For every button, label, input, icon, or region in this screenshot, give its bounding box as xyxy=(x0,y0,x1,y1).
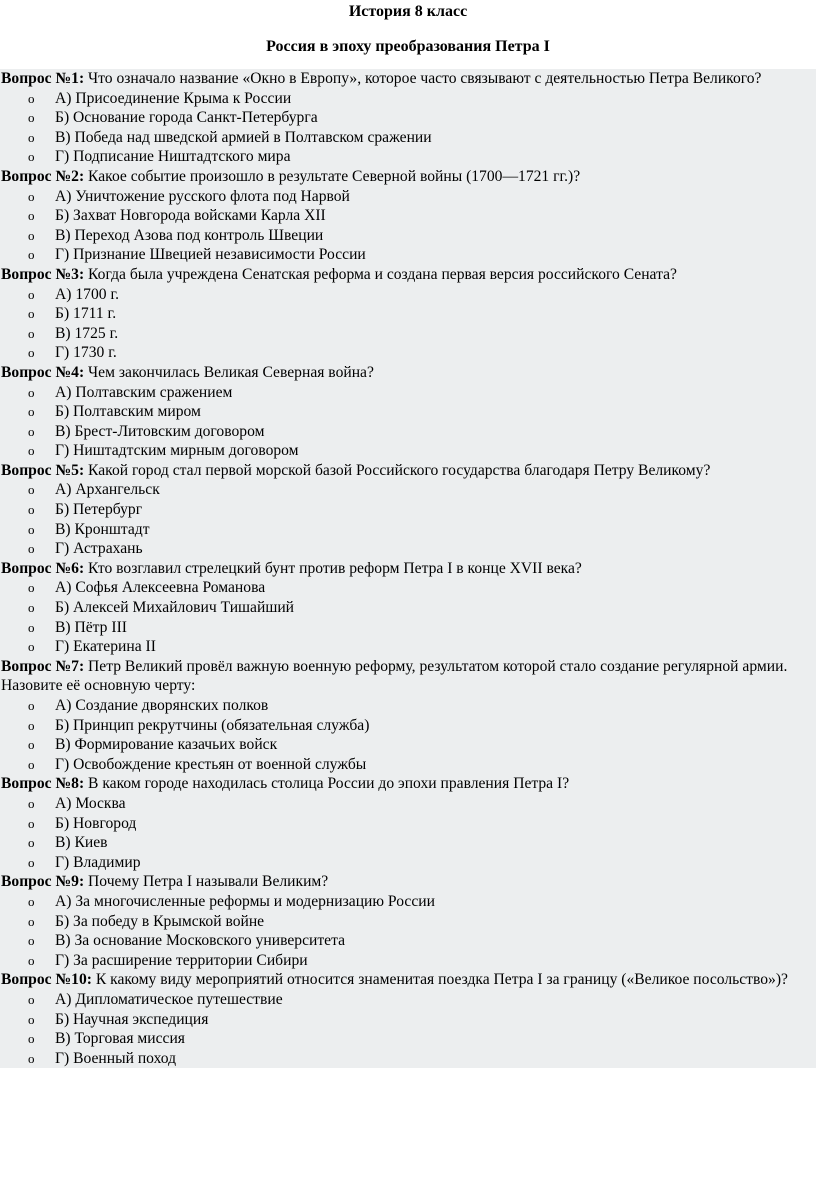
question-text xyxy=(0,872,816,892)
answer-option xyxy=(0,383,816,403)
answer-label: В) Брест-Литовским договором xyxy=(55,422,265,440)
answer-option xyxy=(0,422,816,442)
answer-option xyxy=(0,755,816,775)
quiz-body xyxy=(0,69,816,1068)
bullet-icon: o xyxy=(28,247,35,263)
answer-option xyxy=(0,187,816,207)
bullet-icon: o xyxy=(28,815,35,831)
answer-option xyxy=(0,578,816,598)
answer-label: Г) 1730 г. xyxy=(55,344,117,362)
bullet-icon: o xyxy=(28,384,35,400)
answer-label: В) Формирование казачьих войск xyxy=(55,736,278,754)
bullet-icon: o xyxy=(28,345,35,361)
bullet-icon: o xyxy=(28,600,35,616)
answer-label: В) Пётр III xyxy=(55,618,127,636)
answer-option xyxy=(0,89,816,109)
question-body: Почему Петра I называли Великим? xyxy=(84,873,329,891)
answer-option xyxy=(0,833,816,853)
answer-label: А) Дипломатическое путешествие xyxy=(55,990,283,1008)
answer-option xyxy=(0,285,816,305)
bullet-icon: o xyxy=(28,933,35,949)
answer-option xyxy=(0,696,816,716)
bullet-icon: o xyxy=(28,756,35,772)
answer-label: Г) Екатерина II xyxy=(55,638,156,656)
bullet-icon: o xyxy=(28,521,35,537)
question-block xyxy=(0,363,816,461)
question-body: Что означало название «Окно в Европу», которое часто связывают с деятельностью Петра Великого? xyxy=(84,70,762,87)
answer-label: Г) Владимир xyxy=(55,853,141,871)
bullet-icon: o xyxy=(28,129,35,145)
question-text xyxy=(0,559,816,579)
answer-label: В) Торговая миссия xyxy=(55,1030,185,1048)
answer-label: В) Киев xyxy=(55,834,108,852)
answer-label: Г) Астрахань xyxy=(55,540,143,558)
answer-option xyxy=(0,951,816,971)
question-text xyxy=(0,363,816,383)
document-title: История 8 класс xyxy=(348,3,468,20)
answer-label: Г) Подписание Ништадтского мира xyxy=(55,148,291,166)
bullet-icon: o xyxy=(28,188,35,204)
bullet-icon: o xyxy=(28,1011,35,1027)
answer-label: А) Архангельск xyxy=(55,481,160,499)
answer-label: Г) Признание Швецией независимости России xyxy=(55,246,366,264)
answer-label: Б) Полтавским миром xyxy=(55,403,201,421)
answer-label: Б) Захват Новгорода войсками Карла XII xyxy=(55,207,326,225)
answer-label: В) Кронштадт xyxy=(55,520,150,538)
question-body: Кто возглавил стрелецкий бунт против реформ Петра I в конце XVII века? xyxy=(84,559,582,577)
question-number: Вопрос №6: xyxy=(1,559,85,577)
bullet-icon: o xyxy=(28,854,35,870)
question-block xyxy=(0,69,816,167)
bullet-icon: o xyxy=(28,991,35,1007)
question-block xyxy=(0,559,816,657)
answer-option xyxy=(0,892,816,912)
question-number: Вопрос №9: xyxy=(1,873,85,891)
answer-option xyxy=(0,794,816,814)
bullet-icon: o xyxy=(28,639,35,655)
answer-option xyxy=(0,735,816,755)
answer-label: Б) Петербург xyxy=(55,501,143,519)
answer-option xyxy=(0,226,816,246)
bullet-icon: o xyxy=(28,1050,35,1066)
answer-label: А) Москва xyxy=(55,794,126,812)
bullet-icon: o xyxy=(28,541,35,557)
answer-option xyxy=(0,814,816,834)
bullet-icon: o xyxy=(28,795,35,811)
answer-label: Б) Научная экспедиция xyxy=(55,1010,209,1028)
answer-label: В) Победа над шведской армией в Полтавском сражении xyxy=(55,128,432,146)
answer-option xyxy=(0,343,816,363)
question-text xyxy=(0,657,816,696)
bullet-icon: o xyxy=(28,443,35,459)
question-block xyxy=(0,872,816,970)
answer-label: А) За многочисленные реформы и модернизацию России xyxy=(55,892,435,910)
answer-label: Б) 1711 г. xyxy=(55,305,117,323)
answer-label: Г) Военный поход xyxy=(55,1049,177,1067)
bullet-icon: o xyxy=(28,913,35,929)
answer-option xyxy=(0,206,816,226)
bullet-icon: o xyxy=(28,325,35,341)
question-block xyxy=(0,461,816,559)
bullet-icon: o xyxy=(28,110,35,126)
bullet-icon: o xyxy=(28,286,35,302)
question-text xyxy=(0,167,816,187)
bullet-icon: o xyxy=(28,482,35,498)
question-number: Вопрос №2: xyxy=(1,167,85,185)
answer-label: Б) Принцип рекрутчины (обязательная служба) xyxy=(55,716,370,734)
answer-label: Б) Алексей Михайлович Тишайший xyxy=(55,599,295,617)
bullet-icon: o xyxy=(28,619,35,635)
answer-option xyxy=(0,324,816,344)
answer-option xyxy=(0,441,816,461)
question-number: Вопрос №5: xyxy=(1,461,85,479)
answer-label: Б) За победу в Крымской войне xyxy=(55,912,265,930)
question-number: Вопрос №8: xyxy=(1,775,85,793)
question-text xyxy=(0,970,816,990)
bullet-icon: o xyxy=(28,1031,35,1047)
answer-label: А) Присоединение Крыма к России xyxy=(55,89,292,107)
answer-label: В) За основание Московского университета xyxy=(55,932,346,950)
answer-label: Б) Новгород xyxy=(55,814,137,832)
question-block xyxy=(0,265,816,363)
question-number: Вопрос №7: xyxy=(1,657,85,675)
question-body: Когда была учреждена Сенатская реформа и создана первая версия российского Сената? xyxy=(84,265,677,283)
question-number: Вопрос №1: xyxy=(1,70,85,87)
question-block xyxy=(0,657,816,775)
answer-option xyxy=(0,1049,816,1069)
answer-label: В) Переход Азова под контроль Швеции xyxy=(55,226,324,244)
question-text xyxy=(0,774,816,794)
question-body: К какому виду мероприятий относится знаменитая поездка Петра I за границу («Великое посольство»)? xyxy=(91,971,788,989)
bullet-icon: o xyxy=(28,90,35,106)
answer-option xyxy=(0,853,816,873)
bullet-icon: o xyxy=(28,580,35,596)
question-number: Вопрос №4: xyxy=(1,363,85,381)
answer-option xyxy=(0,716,816,736)
bullet-icon: o xyxy=(28,835,35,851)
answer-option xyxy=(0,245,816,265)
document-subtitle: Россия в эпоху преобразования Петра I xyxy=(266,38,550,55)
answer-option xyxy=(0,128,816,148)
question-text xyxy=(0,461,816,481)
answer-option xyxy=(0,931,816,951)
question-body: В каком городе находилась столица России до эпохи правления Петра I? xyxy=(84,775,570,793)
bullet-icon: o xyxy=(28,208,35,224)
answer-option xyxy=(0,520,816,540)
answer-label: А) 1700 г. xyxy=(55,285,119,303)
answer-option xyxy=(0,618,816,638)
answer-option xyxy=(0,500,816,520)
question-body: Какое событие произошло в результате Северной войны (1700—1721 гг.)? xyxy=(84,167,581,185)
answer-label: А) Уничтожение русского флота под Нарвой xyxy=(55,187,350,205)
answer-option xyxy=(0,108,816,128)
answer-label: Г) Освобождение крестьян от военной службы xyxy=(55,755,367,773)
bullet-icon: o xyxy=(28,149,35,165)
answer-option xyxy=(0,480,816,500)
answer-label: А) Полтавским сражением xyxy=(55,383,233,401)
answer-option xyxy=(0,1010,816,1030)
answer-option xyxy=(0,598,816,618)
answer-label: А) Создание дворянских полков xyxy=(55,697,269,714)
question-text xyxy=(0,265,816,285)
question-body: Чем закончилась Великая Северная война? xyxy=(84,363,374,381)
answer-label: Г) Ништадтским мирным договором xyxy=(55,442,299,460)
answer-option xyxy=(0,402,816,422)
answer-option xyxy=(0,990,816,1010)
answer-option xyxy=(0,304,816,324)
bullet-icon: o xyxy=(28,423,35,439)
answer-option xyxy=(0,147,816,167)
answer-option xyxy=(0,912,816,932)
bullet-icon: o xyxy=(28,698,35,713)
answer-option xyxy=(0,1029,816,1049)
answer-option xyxy=(0,637,816,657)
answer-label: Г) За расширение территории Сибири xyxy=(55,951,308,969)
bullet-icon: o xyxy=(28,306,35,322)
question-block xyxy=(0,774,816,872)
bullet-icon: o xyxy=(28,502,35,518)
bullet-icon: o xyxy=(28,737,35,753)
answer-option xyxy=(0,539,816,559)
bullet-icon: o xyxy=(28,952,35,968)
answer-label: Б) Основание города Санкт-Петербурга xyxy=(55,109,318,127)
question-body: Петр Великий провёл важную военную реформу, результатом которой стало создание регулярной армии. Назовите её основную черту: xyxy=(1,657,788,695)
bullet-icon: o xyxy=(28,717,35,733)
answer-label: В) 1725 г. xyxy=(55,324,119,342)
answer-label: А) Софья Алексеевна Романова xyxy=(55,579,266,597)
bullet-icon: o xyxy=(28,227,35,243)
question-body: Какой город стал первой морской базой Российского государства благодаря Петру Великому? xyxy=(84,461,711,479)
bullet-icon: o xyxy=(28,404,35,420)
question-text xyxy=(0,69,816,89)
question-number: Вопрос №10: xyxy=(1,971,92,989)
question-block xyxy=(0,970,816,1068)
question-number: Вопрос №3: xyxy=(1,265,85,283)
bullet-icon: o xyxy=(28,893,35,909)
question-block xyxy=(0,167,816,265)
